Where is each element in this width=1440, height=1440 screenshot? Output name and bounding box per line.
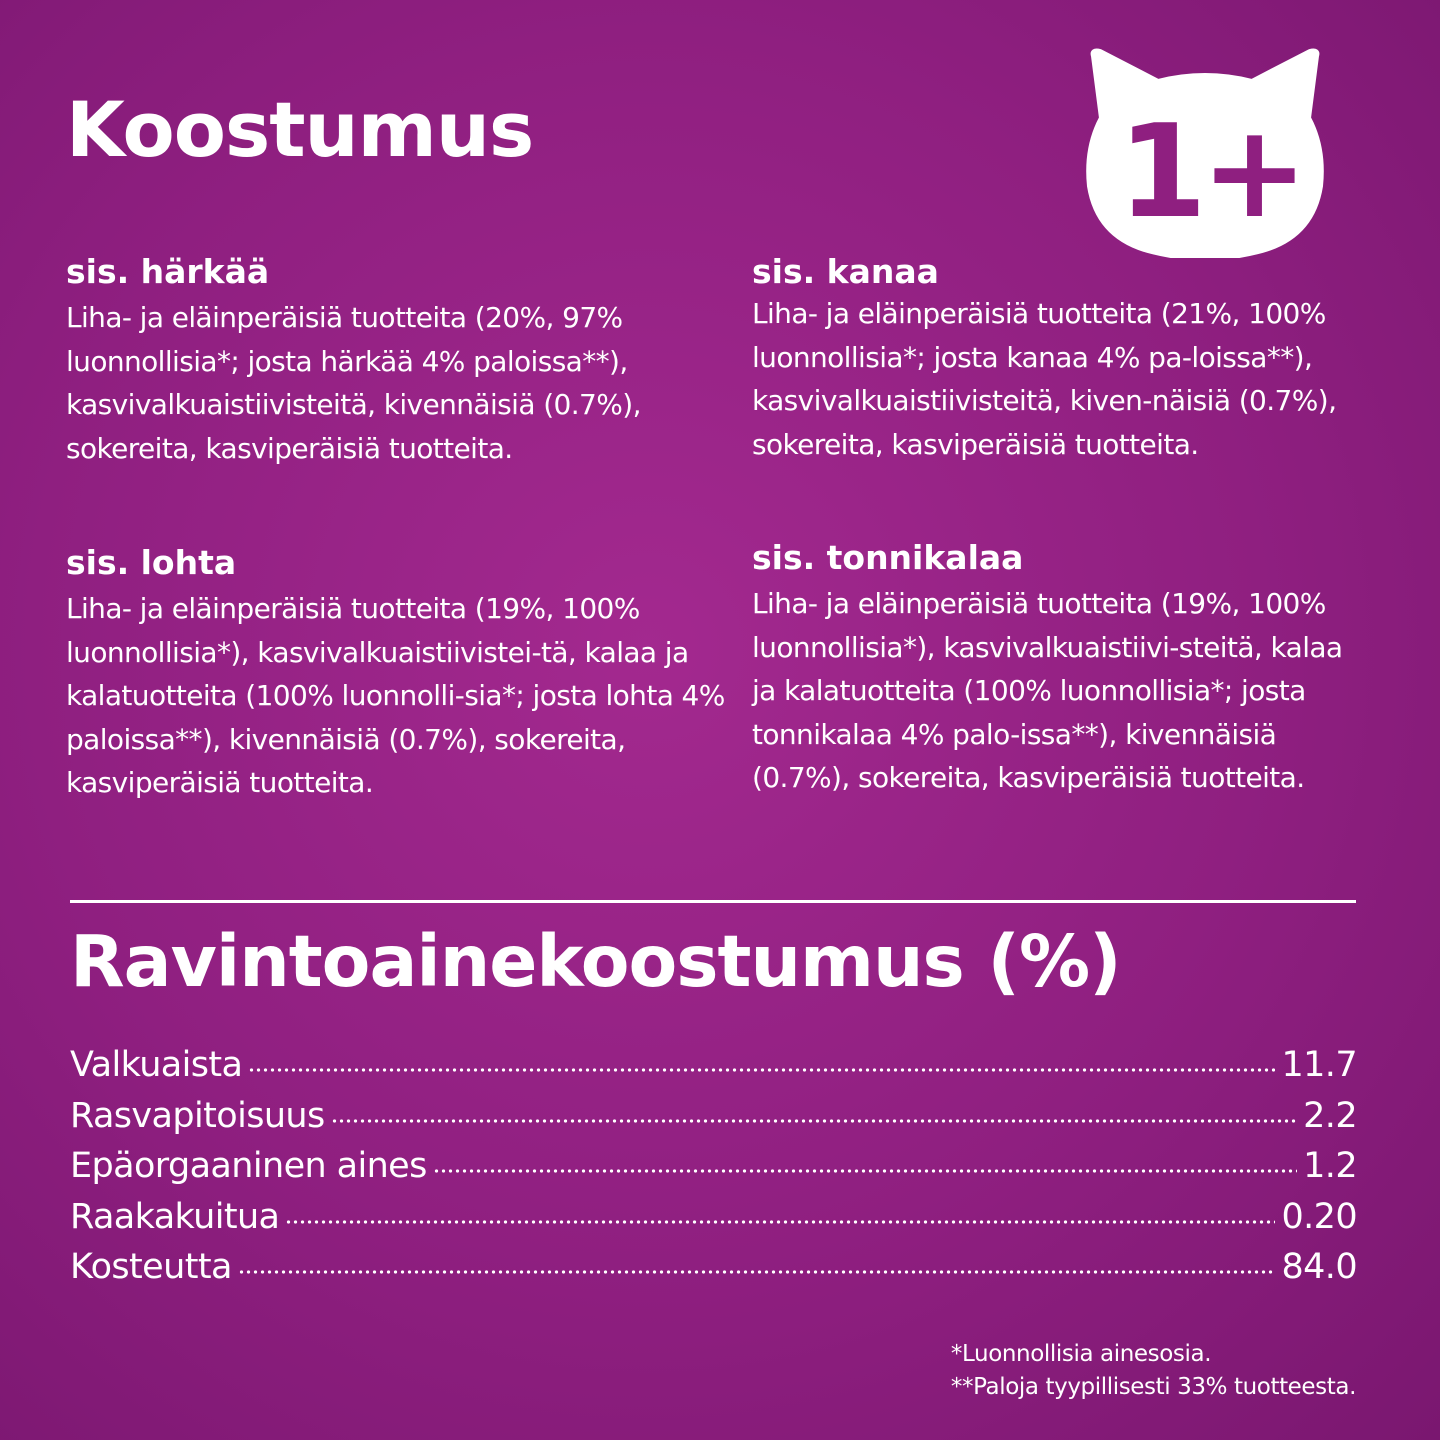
block-text: Liha- ja eläinperäisiä tuotteita (21%, 100% luonnollisia*; josta kanaa 4% pa-loissa**), kasvivalkuaistiivisteitä, kiven-näisiä (0.7%), sokereita, kasviperäisiä tuotteita. <box>752 297 1337 461</box>
nutrition-value: 1.2 <box>1303 1146 1357 1186</box>
nutrition-label: Rasvapitoisuus <box>70 1095 325 1136</box>
composition-block-beef <box>66 252 726 470</box>
nutrition-value: 2.2 <box>1303 1095 1357 1136</box>
nutrition-value: 0.20 <box>1281 1196 1357 1237</box>
dot-leader <box>433 1169 1297 1173</box>
footnote-natural: *Luonnollisia ainesosia. <box>950 1341 1212 1367</box>
block-text: Liha- ja eläinperäisiä tuotteita (20%, 97% luonnollisia*; josta härkää 4% paloissa**), kasvivalkuaistiivisteitä, kivennäisiä (0.7%), sokereita, kasviperäisiä tuotteita. <box>66 301 641 465</box>
composition-title: Koostumus <box>66 85 534 174</box>
nutrition-label: Valkuaista <box>70 1045 243 1085</box>
nutrition-value: 84.0 <box>1281 1247 1357 1287</box>
block-text: Liha- ja eläinperäisiä tuotteita (19%, 100% luonnollisia*), kasvivalkuaistiivistei-tä, kalaa ja kalatuotteita (100% luonnolli-sia*; josta lohta 4% paloissa**), kivennäisiä (0.7%), sokereita, kasviperäisiä tuotteita. <box>66 592 725 799</box>
nutrition-row <box>70 1242 1357 1293</box>
dot-leader <box>248 1068 1275 1072</box>
composition-block-chicken <box>752 252 1372 466</box>
block-text: Liha- ja eläinperäisiä tuotteita (19%, 100% luonnollisia*), kasvivalkuaistiivi-steitä, kalaa ja kalatuotteita (100% luonnollisia*; josta tonnikalaa 4% palo-issa**), kivennäisiä (0.7%), sokereita, kasviperäisiä tuotteita. <box>752 587 1343 794</box>
composition-block-tuna <box>752 538 1372 800</box>
nutrition-label: Kosteutta <box>70 1247 232 1287</box>
dot-leader <box>285 1220 1275 1224</box>
dot-leader <box>238 1270 1276 1274</box>
composition-block-salmon <box>66 543 726 805</box>
cat-head-icon <box>1072 48 1338 258</box>
nutrition-row <box>70 1141 1357 1192</box>
nutrition-row <box>70 1040 1357 1091</box>
block-heading: sis. lohta <box>66 543 237 582</box>
nutrition-table <box>70 1040 1357 1293</box>
footnotes <box>951 1338 1356 1404</box>
nutrition-label: Raakakuitua <box>70 1196 280 1237</box>
nutrition-label: Epäorgaaninen aines <box>70 1146 427 1186</box>
dot-leader <box>331 1119 1297 1123</box>
nutrition-title: Ravintoainekoostumus (%) <box>70 920 1121 1003</box>
badge-label: 1+ <box>1117 98 1303 247</box>
nutrition-value: 11.7 <box>1281 1045 1357 1085</box>
nutrition-row <box>70 1091 1357 1142</box>
section-divider <box>70 900 1356 903</box>
block-heading: sis. kanaa <box>752 252 939 291</box>
block-heading: sis. härkää <box>66 252 270 291</box>
footnote-pieces: **Paloja tyypillisesti 33% tuotteesta. <box>950 1374 1356 1400</box>
block-heading: sis. tonnikalaa <box>752 538 1024 577</box>
nutrition-row <box>70 1192 1357 1243</box>
